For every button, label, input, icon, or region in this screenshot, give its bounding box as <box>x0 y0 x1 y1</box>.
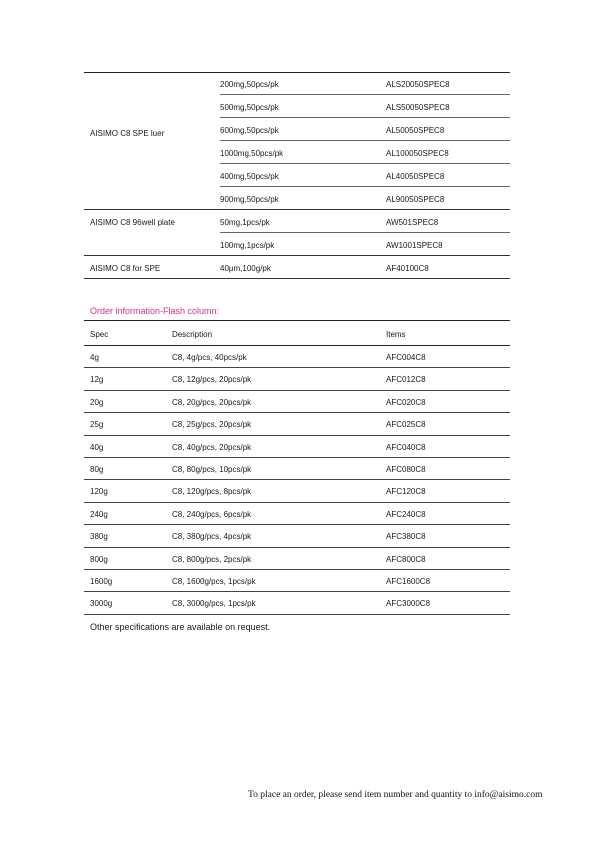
row-description: 50mg,1pcs/pk <box>220 218 270 227</box>
row-item-number: AFC040C8 <box>386 442 426 452</box>
row-description: C8, 1600g/pcs, 1pcs/pk <box>172 577 256 586</box>
section-title: Order information-Flash column: <box>90 306 220 316</box>
table-row <box>84 187 510 210</box>
header-items: Items <box>386 330 406 339</box>
row-divider <box>84 278 510 279</box>
row-item-number: AFC800C8 <box>386 554 426 564</box>
table-header <box>84 320 510 346</box>
table-row <box>84 458 510 480</box>
table-row <box>84 118 510 141</box>
row-item-number: AFC012C8 <box>386 375 426 385</box>
row-spec: 800g <box>90 554 108 564</box>
row-description: 900mg,50pcs/pk <box>220 195 279 204</box>
row-item-number: AFC025C8 <box>386 420 426 430</box>
row-spec: 120g <box>90 487 108 497</box>
row-spec: 1600g <box>90 577 113 586</box>
table-row <box>84 592 510 614</box>
table-row <box>84 141 510 164</box>
row-description: 1000mg,50pcs/pk <box>220 149 284 158</box>
row-spec: 380g <box>90 532 108 542</box>
table-row <box>84 72 510 95</box>
row-description: 500mg,50pcs/pk <box>220 103 279 112</box>
row-item-number: AL40050SPEC8 <box>386 172 445 181</box>
row-description: 100mg,1pcs/pk <box>220 241 275 250</box>
row-description: C8, 20g/pcs, 20pcs/pk <box>172 397 252 407</box>
row-spec: 12g <box>90 375 104 385</box>
table-row <box>84 256 510 279</box>
row-item-number: AFC1600C8 <box>386 577 431 586</box>
spe-group-name: AISIMO C8 96well plate <box>90 218 175 227</box>
row-spec: 80g <box>90 465 104 474</box>
header-description: Description <box>172 330 213 339</box>
row-item-number: ALS50050SPEC8 <box>386 103 450 112</box>
row-description: C8, 80g/pcs, 10pcs/pk <box>172 465 252 474</box>
row-description: C8, 120g/pcs, 8pcs/pk <box>172 487 252 497</box>
row-description: C8, 25g/pcs, 20pcs/pk <box>172 420 252 430</box>
availability-note: Other specifications are available on request. <box>90 622 271 632</box>
row-description: 200mg,50pcs/pk <box>220 80 279 89</box>
table-row <box>84 503 510 525</box>
row-item-number: AFC080C8 <box>386 465 426 474</box>
row-item-number: AFC240C8 <box>386 509 426 519</box>
table-row <box>84 548 510 570</box>
table-row <box>84 346 510 368</box>
row-description: C8, 4g/pcs, 40pcs/pk <box>172 353 247 362</box>
table-row <box>84 233 510 256</box>
row-description: 600mg,50pcs/pk <box>220 126 279 135</box>
row-item-number: AL90050SPEC8 <box>386 195 445 204</box>
row-item-number: AW501SPEC8 <box>386 218 439 227</box>
row-item-number: ALS20050SPEC8 <box>386 80 450 89</box>
table-row <box>84 413 510 435</box>
table-row <box>84 436 510 458</box>
row-description: C8, 12g/pcs, 20pcs/pk <box>172 375 252 385</box>
row-description: C8, 3000g/pcs, 1pcs/pk <box>172 599 256 609</box>
row-spec: 20g <box>90 397 104 407</box>
table-row <box>84 480 510 502</box>
row-spec: 3000g <box>90 599 113 609</box>
row-description: 40μm,100g/pk <box>220 264 271 273</box>
row-item-number: AFC120C8 <box>386 487 426 497</box>
table-row <box>84 210 510 233</box>
row-item-number: AF40100C8 <box>386 264 429 273</box>
row-item-number: AFC020C8 <box>386 397 426 407</box>
row-spec: 4g <box>90 353 99 362</box>
table-row <box>84 391 510 413</box>
table-row <box>84 164 510 187</box>
spe-group-name: AISIMO C8 SPE luer <box>90 129 165 138</box>
row-description: C8, 800g/pcs, 2pcs/pk <box>172 554 252 564</box>
row-spec: 25g <box>90 420 104 430</box>
row-description: 400mg,50pcs/pk <box>220 172 279 181</box>
row-description: C8, 240g/pcs, 6pcs/pk <box>172 509 252 519</box>
row-item-number: AL100050SPEC8 <box>386 149 449 158</box>
order-footer-note: To place an order, please send item number and quantity to info@aisimo.com <box>248 790 543 800</box>
table-row <box>84 368 510 390</box>
row-spec: 40g <box>90 442 104 452</box>
table-row <box>84 95 510 118</box>
row-description: C8, 380g/pcs, 4pcs/pk <box>172 532 252 542</box>
row-item-number: AFC004C8 <box>386 353 426 362</box>
row-description: C8, 40g/pcs, 20pcs/pk <box>172 442 252 452</box>
spe-group-name: AISIMO C8 for SPE <box>90 264 161 273</box>
row-item-number: AW1001SPEC8 <box>386 241 443 250</box>
row-item-number: AFC380C8 <box>386 532 426 542</box>
header-spec: Spec <box>90 330 109 339</box>
row-spec: 240g <box>90 509 108 519</box>
row-item-number: AFC3000C8 <box>386 599 431 609</box>
table-row <box>84 570 510 592</box>
table-row <box>84 525 510 547</box>
row-item-number: AL50050SPEC8 <box>386 126 445 135</box>
